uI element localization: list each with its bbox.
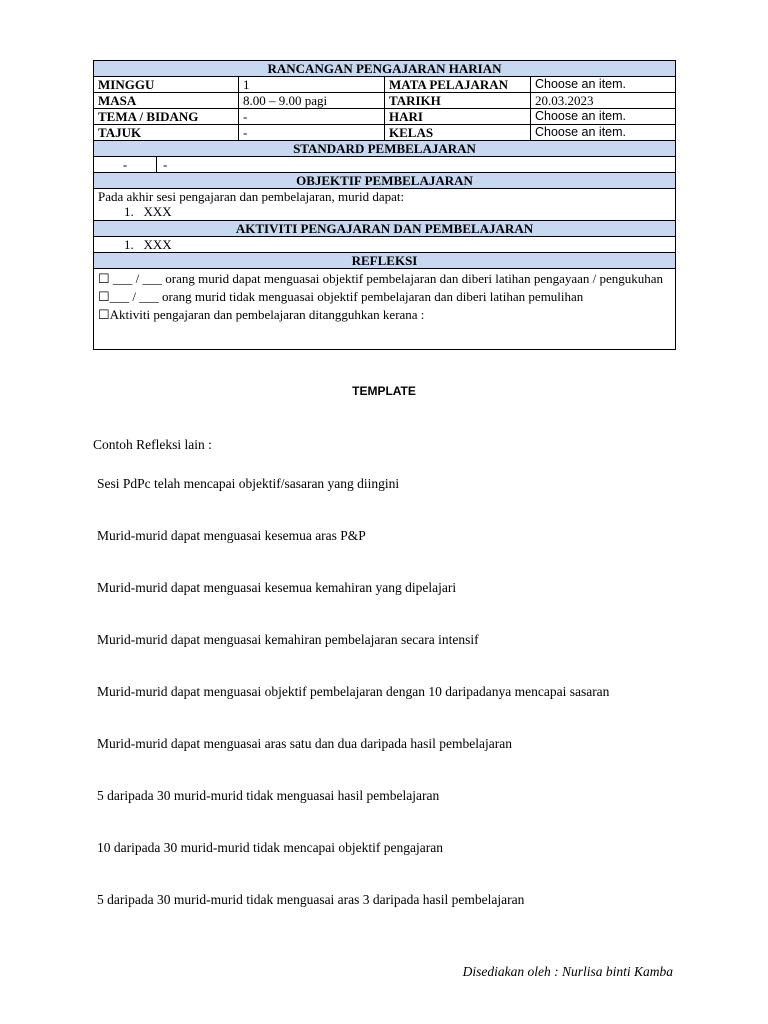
refleksi-heading: REFLEKSI	[94, 253, 676, 269]
standard-value-1[interactable]: -	[94, 157, 157, 172]
list-item	[93, 476, 399, 492]
standard-row	[94, 157, 676, 173]
refleksi-line-pemulihan: ☐___ / ___ orang murid tidak menguasai objektif pembelajaran dan diberi latihan pemulihan	[98, 289, 584, 304]
mata-pelajaran-dropdown[interactable]: Choose an item.	[531, 77, 676, 93]
objektif-heading: OBJEKTIF PEMBELAJARAN	[94, 173, 676, 189]
example-text: Murid-murid dapat menguasai kesemua kemahiran yang dipelajari	[97, 580, 457, 595]
example-text: 5 daripada 30 murid-murid tidak menguasai hasil pembelajaran	[97, 788, 440, 803]
table-row	[94, 93, 676, 109]
objektif-item: 1. XXX	[124, 204, 172, 219]
hari-dropdown[interactable]: Choose an item.	[531, 109, 676, 125]
objektif-intro: Pada akhir sesi pengajaran dan pembelajaran, murid dapat:	[98, 189, 405, 204]
standard-heading: STANDARD PEMBELAJARAN	[94, 141, 676, 157]
examples-intro: Contoh Refleksi lain :	[93, 437, 212, 452]
aktiviti-item: 1. XXX	[124, 237, 172, 252]
aktiviti-cell[interactable]	[94, 237, 676, 253]
list-item	[93, 528, 366, 544]
template-title: TEMPLATE	[352, 384, 416, 398]
prepared-by: Disediakan oleh : Nurlisa binti Kamba	[462, 964, 673, 979]
list-item	[93, 892, 524, 908]
objektif-cell[interactable]	[94, 189, 676, 221]
list-item	[93, 788, 439, 804]
table-row	[94, 109, 676, 125]
label-kelas: KELAS	[385, 125, 531, 141]
value-minggu[interactable]: 1	[239, 77, 385, 93]
table-row	[94, 125, 676, 141]
table-row	[94, 77, 676, 93]
example-text: Murid-murid dapat menguasai aras satu dan dua daripada hasil pembelajaran	[97, 736, 512, 751]
example-text: Murid-murid dapat menguasai objektif pembelajaran dengan 10 daripadanya mencapai sasaran	[97, 684, 610, 699]
label-tema-bidang: TEMA / BIDANG	[94, 109, 239, 125]
label-tarikh: TARIKH	[385, 93, 531, 109]
list-item	[93, 580, 456, 596]
refleksi-line-ditangguhkan: ☐Aktiviti pengajaran dan pembelajaran ditangguhkan kerana :	[98, 307, 425, 322]
example-text: Murid-murid dapat menguasai kesemua aras P&P	[97, 528, 366, 543]
example-text: 10 daripada 30 murid-murid tidak mencapai objektif pengajaran	[97, 840, 444, 855]
lesson-plan-table	[93, 60, 676, 350]
value-masa[interactable]: 8.00 – 9.00 pagi	[239, 93, 385, 109]
label-masa: MASA	[94, 93, 239, 109]
value-tarikh[interactable]: 20.03.2023	[531, 93, 676, 109]
standard-value-2[interactable]: -	[163, 157, 168, 172]
aktiviti-heading: AKTIVITI PENGAJARAN DAN PEMBELAJARAN	[94, 221, 676, 237]
label-minggu: MINGGU	[94, 77, 239, 93]
kelas-dropdown[interactable]: Choose an item.	[531, 125, 676, 141]
label-tajuk: TAJUK	[94, 125, 239, 141]
value-tema-bidang[interactable]: -	[239, 109, 385, 125]
list-item	[93, 632, 479, 648]
value-tajuk[interactable]: -	[239, 125, 385, 141]
list-item	[93, 684, 609, 700]
refleksi-line-pengayaan: ☐ ___ / ___ orang murid dapat menguasai objektif pembelajaran dan diberi latihan pengayaan / pengukuhan	[98, 271, 664, 286]
refleksi-cell[interactable]	[94, 269, 676, 350]
list-item	[93, 840, 443, 856]
table-title: RANCANGAN PENGAJARAN HARIAN	[94, 61, 676, 77]
label-hari: HARI	[385, 109, 531, 125]
label-mata-pelajaran: MATA PELAJARAN	[385, 77, 531, 93]
example-text: 5 daripada 30 murid-murid tidak menguasai aras 3 daripada hasil pembelajaran	[97, 892, 525, 907]
example-text: Murid-murid dapat menguasai kemahiran pembelajaran secara intensif	[97, 632, 479, 647]
example-text: Sesi PdPc telah mencapai objektif/sasaran yang diingini	[97, 476, 400, 491]
list-item	[93, 736, 512, 752]
